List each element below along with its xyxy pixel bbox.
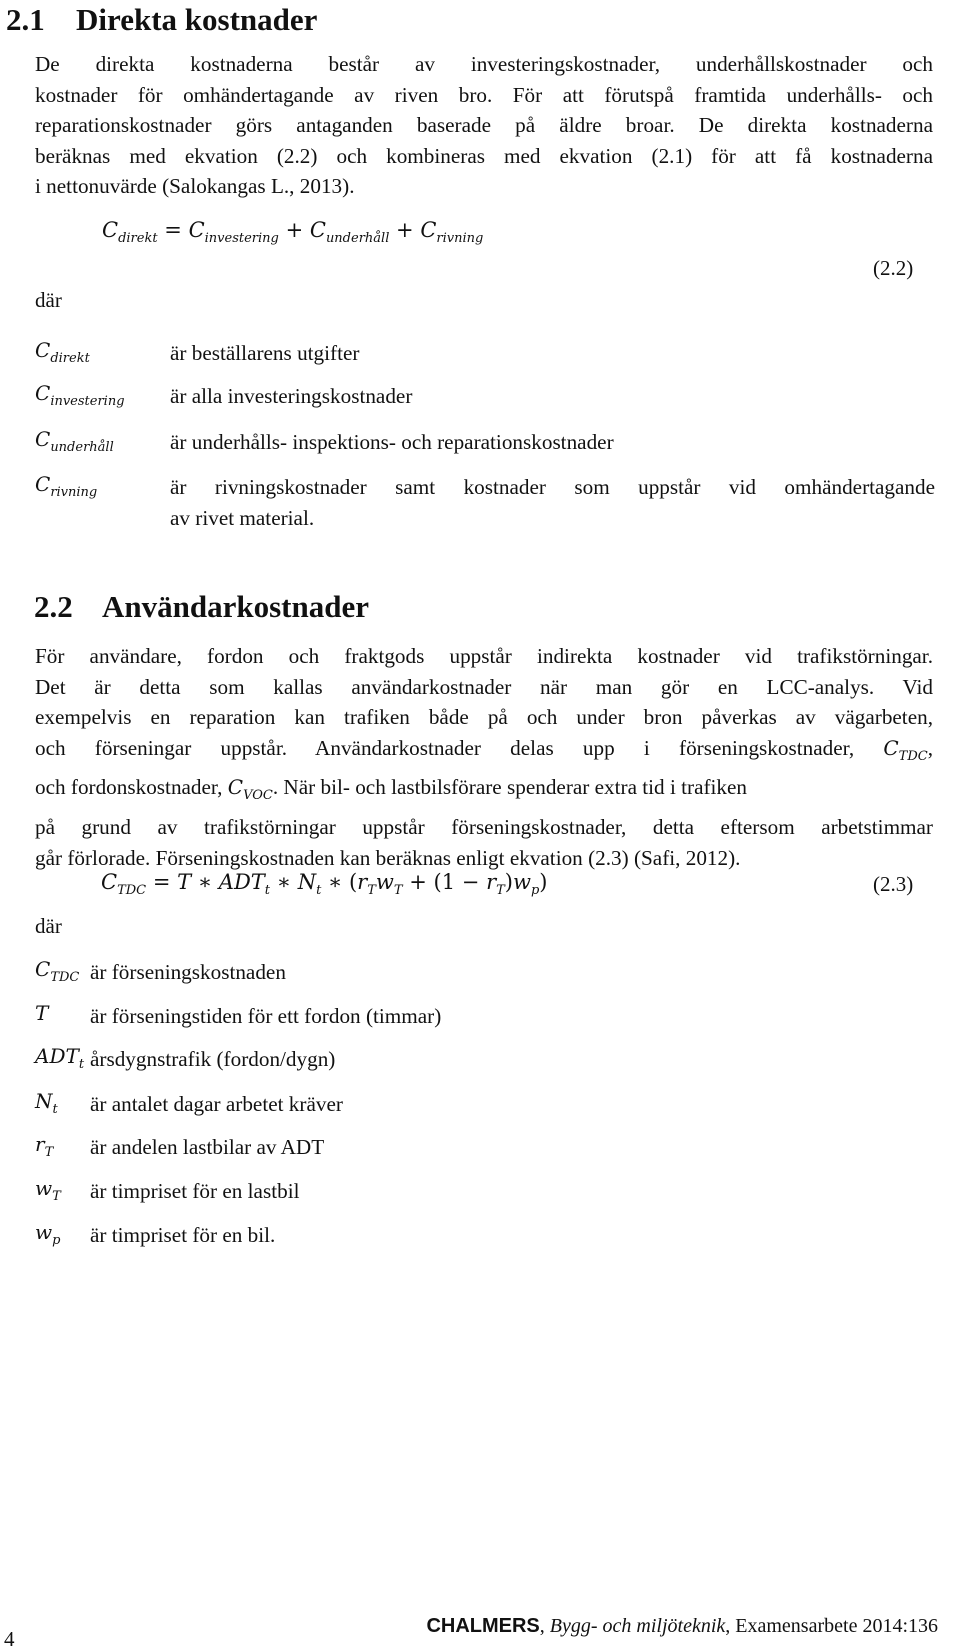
footer-thesis: , Examensarbete 2014:136	[725, 1615, 938, 1637]
definition-text: årsdygnstrafik (fordon/dygn)	[90, 1047, 336, 1071]
text-line: Det är detta som kallas användarkostnader när man gör en LCC-analys. Vid	[35, 674, 933, 699]
definition-symbol: $r_T$	[35, 1132, 54, 1160]
page-footer	[426, 1615, 938, 1638]
definition-text: är timpriset för en lastbil	[90, 1179, 300, 1203]
equation-2-3: $C_{TDC} = T$ ∗ $ADT_t$ ∗ $N_t$ ∗ $(r_Tw_T + (1 - r_T)w_p)$	[101, 870, 548, 899]
footer-department: Bygg- och miljöteknik	[549, 1615, 726, 1637]
eq-operator: +	[396, 218, 414, 242]
text-line: beräknas med ekvation (2.2) och kombineras med ekvation (2.1) för att få kostnaderna	[35, 143, 933, 168]
definition-symbol: $C_{direkt}$	[35, 338, 90, 366]
eq-operator: =	[164, 218, 182, 242]
definition-symbol: $N_t$	[35, 1089, 58, 1117]
eq-symbol: C	[102, 218, 119, 242]
definition-symbol: $C_{investering}$	[35, 381, 125, 409]
where-label: där	[35, 914, 62, 938]
section-heading-anvandarkostnader	[6, 589, 369, 625]
where-label: där	[35, 288, 62, 312]
eq-symbol: C	[188, 218, 205, 242]
text-line: exempelvis en reparation kan trafiken både på och under bron påverkas av vägarbeten,	[35, 705, 933, 730]
eq-subscript: investering	[204, 231, 279, 247]
definition-text-continued: av rivet material.	[170, 506, 315, 530]
equation-number: (2.3)	[873, 872, 914, 896]
section-title: Direkta kostnader	[76, 2, 318, 37]
eq-symbol: C	[420, 218, 437, 242]
inline-math-ctdc: $C_{TDC}$	[883, 735, 928, 764]
eq-operator: +	[285, 218, 304, 242]
eq-subscript: rivning	[436, 231, 484, 247]
equation-number: (2.2)	[873, 256, 914, 280]
page-number: 4	[4, 1627, 15, 1651]
definition-text: är förseningskostnaden	[90, 960, 286, 984]
paragraph-direkta-kostnader	[35, 49, 933, 202]
definition-text: är förseningstiden för ett fordon (timmar)	[90, 1004, 442, 1028]
definition-text: är beställarens utgifter	[170, 341, 360, 365]
definition-text: är rivningskostnader samt kostnader som uppstår vid omhändertagande	[170, 475, 935, 499]
text-line: och förseningar uppstår. Användarkostnader delas upp i förseningskostnader, $C_{TDC}$,	[35, 735, 933, 764]
definition-symbol: $w_T$	[35, 1176, 61, 1204]
section-title: Användarkostnader	[102, 589, 369, 624]
equation-2-2	[102, 218, 483, 246]
eq-subscript: direkt	[118, 231, 158, 247]
text-line: kostnader för omhändertagande av riven bro. För att förutspå framtida underhålls- och	[35, 82, 933, 107]
definition-text: är underhålls- inspektions- och reparationskostnader	[170, 430, 614, 454]
section-heading-direkta-kostnader	[6, 2, 317, 38]
definition-text: är antalet dagar arbetet kräver	[90, 1092, 343, 1116]
paragraph-anvandarkostnader	[35, 641, 933, 873]
definition-text: är andelen lastbilar av ADT	[90, 1135, 325, 1159]
definition-symbol: $C_{TDC}$	[35, 957, 80, 985]
footer-separator: ,	[539, 1615, 550, 1637]
section-number: 2.1	[6, 2, 45, 37]
text-line: går förlorade. Förseningskostnaden kan beräknas enligt ekvation (2.3) (Safi, 2012).	[35, 845, 741, 870]
inline-math-cvoc: $C_{VOC}$	[227, 775, 273, 804]
text-line: och fordonskostnader, $C_{VOC}$. När bil- och lastbilsförare spenderar extra tid i trafiken	[35, 775, 748, 804]
definition-symbol: $w_p$	[35, 1220, 61, 1248]
text-line: För användare, fordon och fraktgods uppstår indirekta kostnader vid trafikstörningar.	[35, 644, 933, 668]
text-line: i nettonuvärde (Salokangas L., 2013).	[35, 174, 355, 199]
definition-text: är timpriset för en bil.	[90, 1223, 276, 1247]
definition-text: är alla investeringskostnader	[170, 384, 413, 408]
eq-symbol: C	[309, 218, 326, 242]
definition-symbol: $C_{underhåll}$	[35, 427, 114, 455]
definition-symbol: $ADT_t$	[35, 1044, 85, 1072]
text-line: på grund av trafikstörningar uppstår förseningskostnader, detta eftersom arbetstimmar	[35, 814, 933, 839]
definition-symbol: $C_{rivning}$	[35, 472, 98, 500]
section-number: 2.2	[34, 589, 73, 624]
definition-symbol: T	[35, 1001, 49, 1025]
text-line: De direkta kostnaderna består av investeringskostnader, underhållskostnader och	[35, 52, 933, 76]
text-line: reparationskostnader görs antaganden baserade på äldre broar. De direkta kostnaderna	[35, 113, 933, 138]
footer-brand: CHALMERS	[426, 1615, 540, 1637]
eq-subscript: underhåll	[325, 231, 390, 247]
